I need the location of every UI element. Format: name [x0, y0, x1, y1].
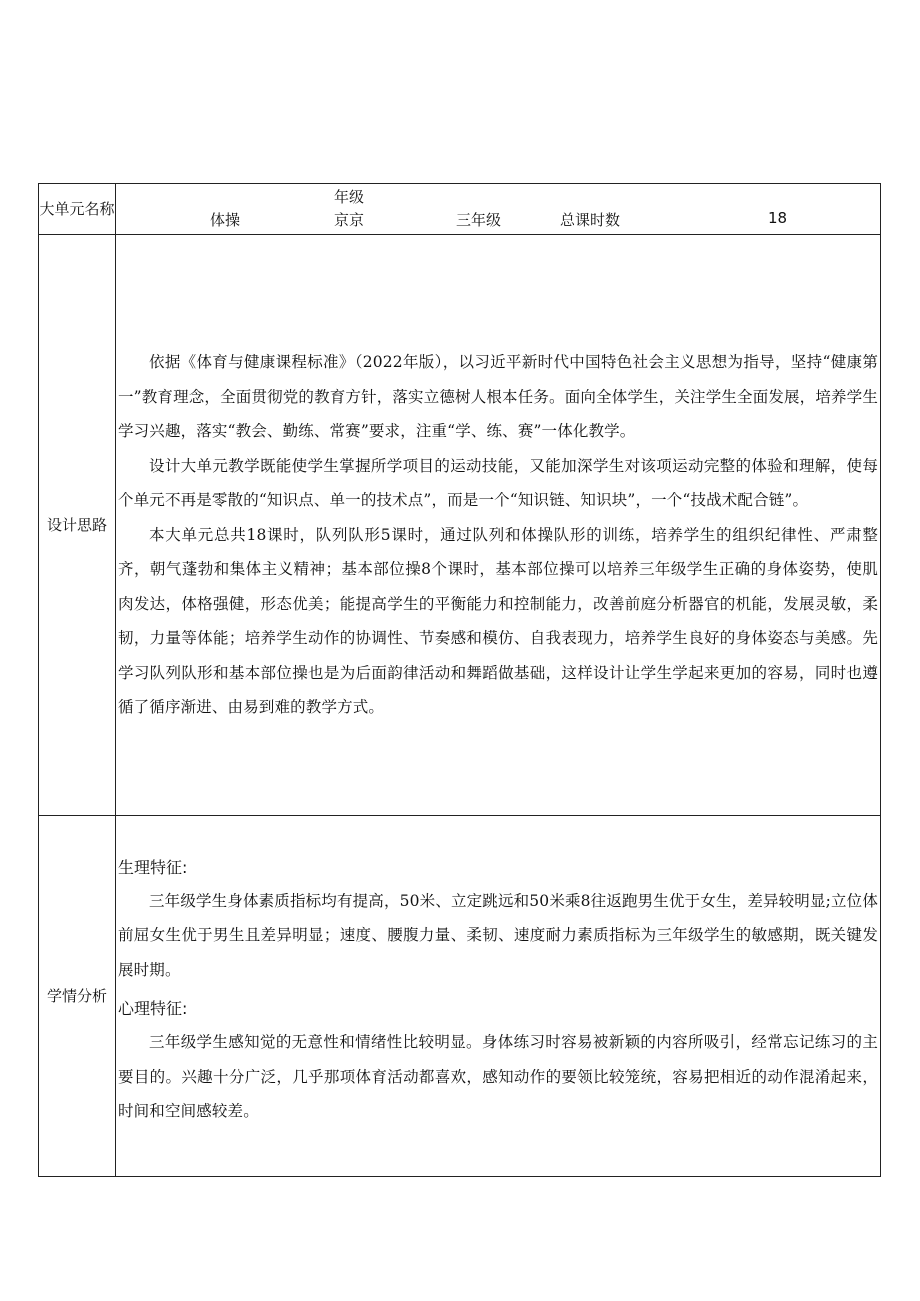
header-row [39, 184, 881, 235]
analysis-label: 学情分析 [39, 816, 116, 1177]
unit-plan-table [38, 183, 881, 1177]
total-hours-label: 总课时数 [560, 211, 621, 229]
design-content-cell [116, 235, 881, 816]
design-paragraph: 依据《体育与健康课程标准》（2022年版），以习近平新时代中国特色社会主义思想为指导，坚持“健康第一”教育理念，全面贯彻党的教育方针，落实立德树人根本任务。面向全体学生，关注学生全面发展，培养学生学习兴趣，落实“教会、勤练、常赛”要求，注重“学、练、赛”一体化教学。 [118, 353, 878, 441]
psychological-text: 三年级学生感知觉的无意性和情绪性比较明显。身体练习时容易被新颖的内容所吸引，经常忘记练习的主要目的。兴趣十分广泛，几乎那项体育活动都喜欢，感知动作的要领比较笼统，容易把相近的动作混淆起来，时间和空间感较差。 [118, 1033, 878, 1120]
unit-name-label: 大单元名称 [39, 184, 116, 235]
grade-label: 年级 [334, 188, 365, 206]
design-label: 设计思路 [39, 235, 116, 816]
design-content [118, 269, 878, 781]
analysis-row [39, 816, 881, 1177]
grade-value: 三年级 [456, 211, 502, 229]
grade-sub-label: 京京 [334, 211, 365, 229]
subject-value: 体操 [210, 211, 241, 229]
physiological-heading: 生理特征: [118, 857, 188, 877]
analysis-content-cell [116, 816, 881, 1177]
header-content-cell [116, 184, 881, 235]
design-paragraph: 本大单元总共18课时，队列队形5课时，通过队列和体操队形的训练，培养学生的组织纪律性、严肃整齐，朝气蓬勃和集体主义精神；基本部位操8个课时，基本部位操可以培养三年级学生正确的身体姿势，使肌肉发达，体格强健，形态优美；能提高学生的平衡能力和控制能力，改善前庭分析器官的机能，发展灵敏，柔韧，力量等体能；培养学生动作的协调性、节奏感和模仿、自我表现力，培养学生良好的身体姿态与美感。先学习队列队形和基本部位操也是为后面韵律活动和舞蹈做基础，这样设计让学生学起来更加的容易，同时也遵循了循序渐进、由易到难的教学方式。 [118, 525, 878, 717]
physiological-text: 三年级学生身体素质指标均有提高，50米、立定跳远和50米乘8往返跑男生优于女生，差异较明显;立位体前屈女生优于男生且差异明显；速度、腰腹力量、柔韧、速度耐力素质指标为三年级学生的敏感期，既关键发展时期。 [118, 891, 878, 979]
analysis-content [118, 836, 878, 1157]
design-paragraph: 设计大单元教学既能使学生掌握所学项目的运动技能，又能加深学生对该项运动完整的体验和理解，使每个单元不再是零散的“知识点、单一的技术点”，而是一个“知识链、知识块”，一个“技战术配合链”。 [118, 456, 878, 510]
design-row [39, 235, 881, 816]
psychological-heading: 心理特征: [118, 999, 188, 1018]
total-hours-value: 18 [768, 209, 788, 227]
header-content [116, 184, 880, 234]
